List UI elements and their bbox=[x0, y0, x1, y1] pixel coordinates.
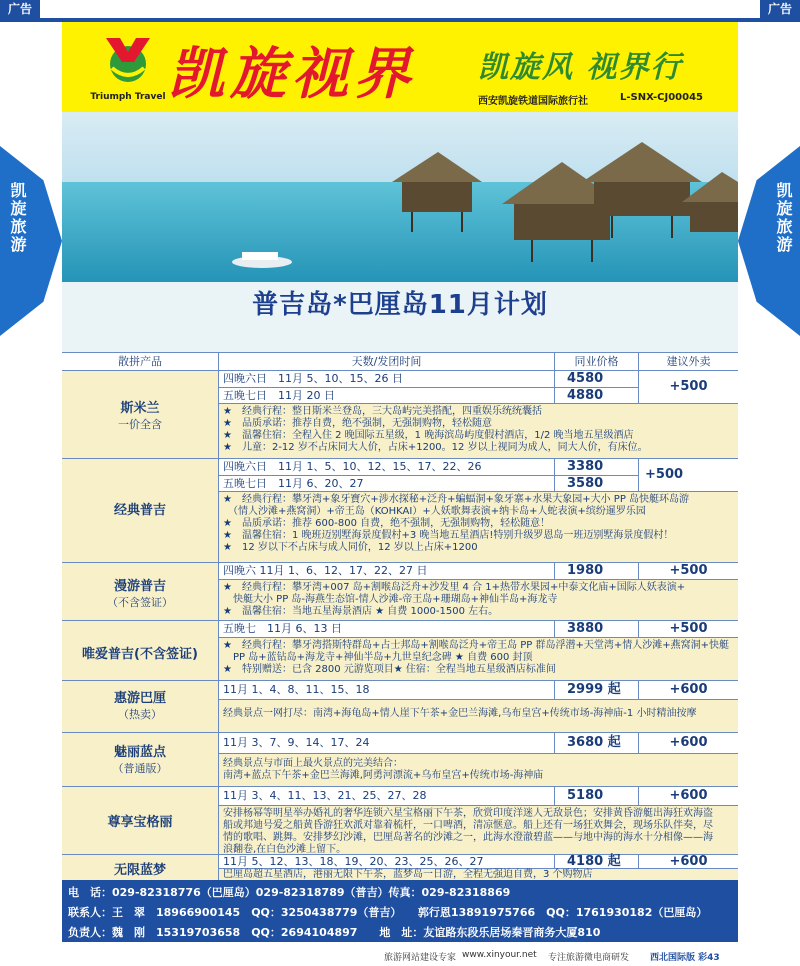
desc-line: 情的歌唱、跳舞。安排梦幻沙滩，巴厘岛著名的沙滩之一，此海水澄澈碧蓝——与地中海的海水十分相像——海 bbox=[223, 832, 713, 843]
column-header: 建议外卖 bbox=[638, 353, 738, 371]
departure-dates: 五晚七日 11月 20 日 bbox=[218, 387, 554, 403]
contact-line: 联系人：王 翠 18966900145 QQ：3250438779（普吉） 郭行恩13891975766 QQ：1761930182（巴厘岛） bbox=[68, 906, 708, 919]
table-row bbox=[62, 854, 738, 881]
product-title: 经典普吉 bbox=[113, 503, 166, 518]
triumph-logo-icon bbox=[98, 34, 158, 84]
product-title: 魅丽蓝点 bbox=[113, 745, 166, 760]
table-row bbox=[62, 370, 738, 459]
product-name bbox=[62, 397, 218, 437]
product-subtitle: （热卖） bbox=[118, 708, 162, 721]
wholesale-price: 3680 起 bbox=[554, 733, 638, 753]
product-name bbox=[62, 643, 218, 663]
desc-line: （情人沙滩+燕窝洞）+帝王岛（KOHKAI）+人妖歌舞表演+纳卡岛+人蛇表演+缤纷暹罗乐园 bbox=[223, 506, 646, 517]
wholesale-price: 2999 起 bbox=[554, 681, 638, 699]
slogan: 凯旋风 视界行 bbox=[478, 50, 683, 85]
departure-dates: 11月 3、7、9、14、17、24 bbox=[218, 733, 554, 753]
desc-line: ★ 特别赠送：已含 2800 元游览项目★ 住宿：全程当地五星级酒店标准间 bbox=[223, 664, 556, 675]
footer-edition: 西北国际版 彩43 bbox=[650, 953, 720, 963]
license-number: L-SNX-CJ00045 bbox=[620, 92, 703, 103]
column-header: 散拼产品 bbox=[62, 353, 218, 371]
desc-line: ★ 经典行程：攀牙湾搭斯特群岛+占士邦岛+割喉岛泛舟+帝王岛 PP 群岛浮潜+天堂湾+情人沙滩+燕窝洞+快艇 bbox=[223, 640, 730, 651]
wholesale-price: 4880 bbox=[554, 387, 638, 403]
desc-line: ★ 温馨住宿：当地五星海景酒店 ★ 自费 1000-1500 左右。 bbox=[223, 606, 499, 617]
departure-dates: 四晚六日 11月 1、5、10、12、15、17、22、26 bbox=[218, 459, 554, 475]
ad-tag-right: 广告 bbox=[760, 0, 800, 18]
column-header: 同业价格 bbox=[554, 353, 638, 371]
side-label-left: 凯旋旅游 bbox=[8, 182, 27, 254]
itinerary-description bbox=[218, 403, 738, 459]
brand-name: 凯旋视界 bbox=[168, 41, 416, 107]
product-name bbox=[62, 811, 218, 831]
departure-dates: 11月 5、12、13、18、19、20、23、25、26、27 bbox=[218, 855, 554, 868]
desc-line: ★ 经典行程：攀牙湾+007 岛+割喉岛泛舟+沙发里 4 合 1+热带水果园+中泰文化庙+国际人妖表演+ bbox=[223, 582, 686, 593]
product-name bbox=[62, 741, 218, 781]
product-title: 唯爱普吉(不含签证) bbox=[82, 647, 198, 662]
advertisement bbox=[62, 22, 738, 942]
resort-photo bbox=[62, 112, 738, 352]
suggested-markup: +500 bbox=[638, 459, 738, 491]
departure-dates: 五晚七日 11月 6、20、27 bbox=[218, 475, 554, 491]
table-row bbox=[62, 562, 738, 621]
product-title: 漫游普吉 bbox=[113, 579, 166, 594]
page-title: 普吉岛*巴厘岛11月计划 bbox=[252, 290, 548, 320]
desc-line: 经典景点一网打尽：南湾+海龟岛+情人崖下午茶+金巴兰海滩,乌布皇宫+传统市场-海神庙-1 小时精油按摩 bbox=[223, 708, 697, 719]
itinerary-description bbox=[218, 753, 738, 787]
footer-tagline-left: 旅游网站建设专家 bbox=[384, 953, 457, 963]
desc-line: ★ 经典行程：整日斯米兰登岛，三大岛屿完美搭配，四重娱乐统统囊括 bbox=[223, 406, 542, 417]
desc-line: PP 岛+蓝钻岛+海龙寺+神仙半岛+九世皇纪念碑 ★ 自费 600 封顶 bbox=[223, 652, 533, 663]
table-row bbox=[62, 620, 738, 681]
manager-line: 负责人：魏 刚 15319703658 QQ：2694104897 地 址：友谊路东段乐居场秦晋商务大厦810 bbox=[68, 926, 601, 939]
suggested-markup: +600 bbox=[638, 787, 738, 805]
company-logo bbox=[80, 34, 176, 104]
desc-line: 船或邦迪号爱之船黄昏游狂欢派对靠着梳杆，一口啤酒，清凉惬意。船上还有一场狂欢舞会，现场乐队伴奏，尽 bbox=[223, 820, 713, 831]
wholesale-price: 1980 bbox=[554, 563, 638, 579]
departure-dates: 四晚六日 11月 5、10、15、26 日 bbox=[218, 371, 554, 387]
desc-line: ★ 品质承诺：推荐自费，绝不强制，无强制购物，轻松随意 bbox=[223, 418, 492, 429]
wholesale-price: 5180 bbox=[554, 787, 638, 805]
ad-tag-left: 广告 bbox=[0, 0, 40, 18]
product-subtitle: （不含签证） bbox=[107, 596, 173, 609]
product-title: 无限蓝梦 bbox=[113, 863, 166, 878]
column-header: 天数/发团时间 bbox=[218, 353, 554, 371]
table-row bbox=[62, 458, 738, 563]
departure-dates: 11月 1、4、8、11、15、18 bbox=[218, 681, 554, 699]
wholesale-price: 3880 bbox=[554, 621, 638, 637]
desc-line: ★ 经典行程：攀牙湾+象牙寶穴+涉水探秘+泛舟+蝙蝠洞+象牙寨+水果大象园+大小 PP 岛快艇环岛游 bbox=[223, 494, 690, 505]
wholesale-price: 4180 起 bbox=[554, 855, 638, 868]
desc-line: 南湾+蓝点下午茶+金巴兰海滩,阿勇河漂流+乌布皇宫+传统市场-海神庙 bbox=[223, 770, 544, 781]
suggested-markup: +500 bbox=[638, 563, 738, 579]
wholesale-price: 4580 bbox=[554, 371, 638, 387]
side-label-right: 凯旋旅游 bbox=[774, 182, 793, 254]
desc-line: 经典景点与市面上最火景点的完美结合： bbox=[223, 758, 403, 769]
footer-url: www.xinyour.net bbox=[462, 950, 537, 960]
itinerary-description bbox=[218, 579, 738, 621]
product-title: 尊享宝格丽 bbox=[107, 815, 173, 830]
logo-text: Triumph Travel bbox=[90, 92, 166, 102]
product-name bbox=[62, 575, 218, 615]
table-row bbox=[62, 786, 738, 855]
table-header-row bbox=[62, 352, 738, 371]
desc-line: ★ 儿童：2-12 岁不占床同大人价，占床+1200。12 岁以上视同为成人，同大人价，有床位。 bbox=[223, 442, 648, 453]
suggested-markup: +600 bbox=[638, 855, 738, 868]
suggested-markup: +600 bbox=[638, 733, 738, 753]
wholesale-price: 3380 bbox=[554, 459, 638, 475]
suggested-markup: +600 bbox=[638, 681, 738, 699]
itinerary-description bbox=[218, 805, 738, 855]
product-title: 斯米兰 bbox=[120, 401, 160, 416]
table-row bbox=[62, 732, 738, 787]
agency-name: 西安凯旋铁道国际旅行社 bbox=[478, 96, 588, 107]
table-row bbox=[62, 680, 738, 733]
footer-tagline-right: 专注旅游微电商研发 bbox=[548, 953, 630, 963]
itinerary-description bbox=[218, 699, 738, 733]
desc-line: 安排杨幂等明星举办婚礼的奢华连锁六星宝格丽下午茶，欣赏印度洋迷人无敌景色；安排黄昏游艇出海狂欢海盗 bbox=[223, 808, 713, 819]
product-name bbox=[62, 499, 218, 519]
page-footer-bar bbox=[0, 948, 800, 966]
desc-line: 快艇大小 PP 岛-海燕生态馆-情人沙滩-帝王岛+珊瑚岛+神仙半岛+海龙寺 bbox=[223, 594, 558, 605]
desc-line: ★ 品质承诺：推荐 600-800 自费，绝不强制，无强制购物，轻松随意！ bbox=[223, 518, 551, 529]
tour-table bbox=[62, 352, 738, 880]
product-name bbox=[62, 687, 218, 727]
departure-dates: 11月 3、4、11、13、21、25、27、28 bbox=[218, 787, 554, 805]
desc-line: 浪翻卷,在白色沙滩上留下。 bbox=[223, 844, 347, 855]
suggested-markup: +500 bbox=[638, 371, 738, 403]
wholesale-price: 3580 bbox=[554, 475, 638, 491]
desc-line: 巴厘岛超五星酒店，港丽无限下午茶，蓝梦岛一日游，全程无强迫自费，3 个购物店 bbox=[223, 869, 593, 880]
contact-footer bbox=[62, 880, 738, 942]
suggested-markup: +500 bbox=[638, 621, 738, 637]
departure-dates: 五晚七 11月 6、13 日 bbox=[218, 621, 554, 637]
desc-line: ★ 温馨住宿：1 晚班迈别墅海景度假村+3 晚当地五星酒店!特别升级罗恩岛一班迈别墅海景度假村！ bbox=[223, 530, 674, 541]
header bbox=[62, 22, 738, 112]
departure-dates: 四晚六 11月 1、6、12、17、22、27 日 bbox=[218, 563, 554, 579]
itinerary-description bbox=[218, 637, 738, 681]
phone-line: 电 话：029-82318776（巴厘岛）029-82318789（普吉）传真：029-82318869 bbox=[68, 886, 511, 899]
product-name bbox=[62, 859, 218, 879]
product-title: 惠游巴厘 bbox=[113, 691, 166, 706]
desc-line: ★ 温馨住宿：全程入住 2 晚国际五星级，1 晚海滨岛屿度假村酒店，1/2 晚当地五星级酒店 bbox=[223, 430, 634, 441]
product-subtitle: （普通版） bbox=[112, 762, 168, 775]
itinerary-description bbox=[218, 491, 738, 563]
product-subtitle: 一价全含 bbox=[118, 418, 162, 431]
desc-line: ★ 12 岁以下不占床与成人同价，12 岁以上占床+1200 bbox=[223, 542, 478, 553]
